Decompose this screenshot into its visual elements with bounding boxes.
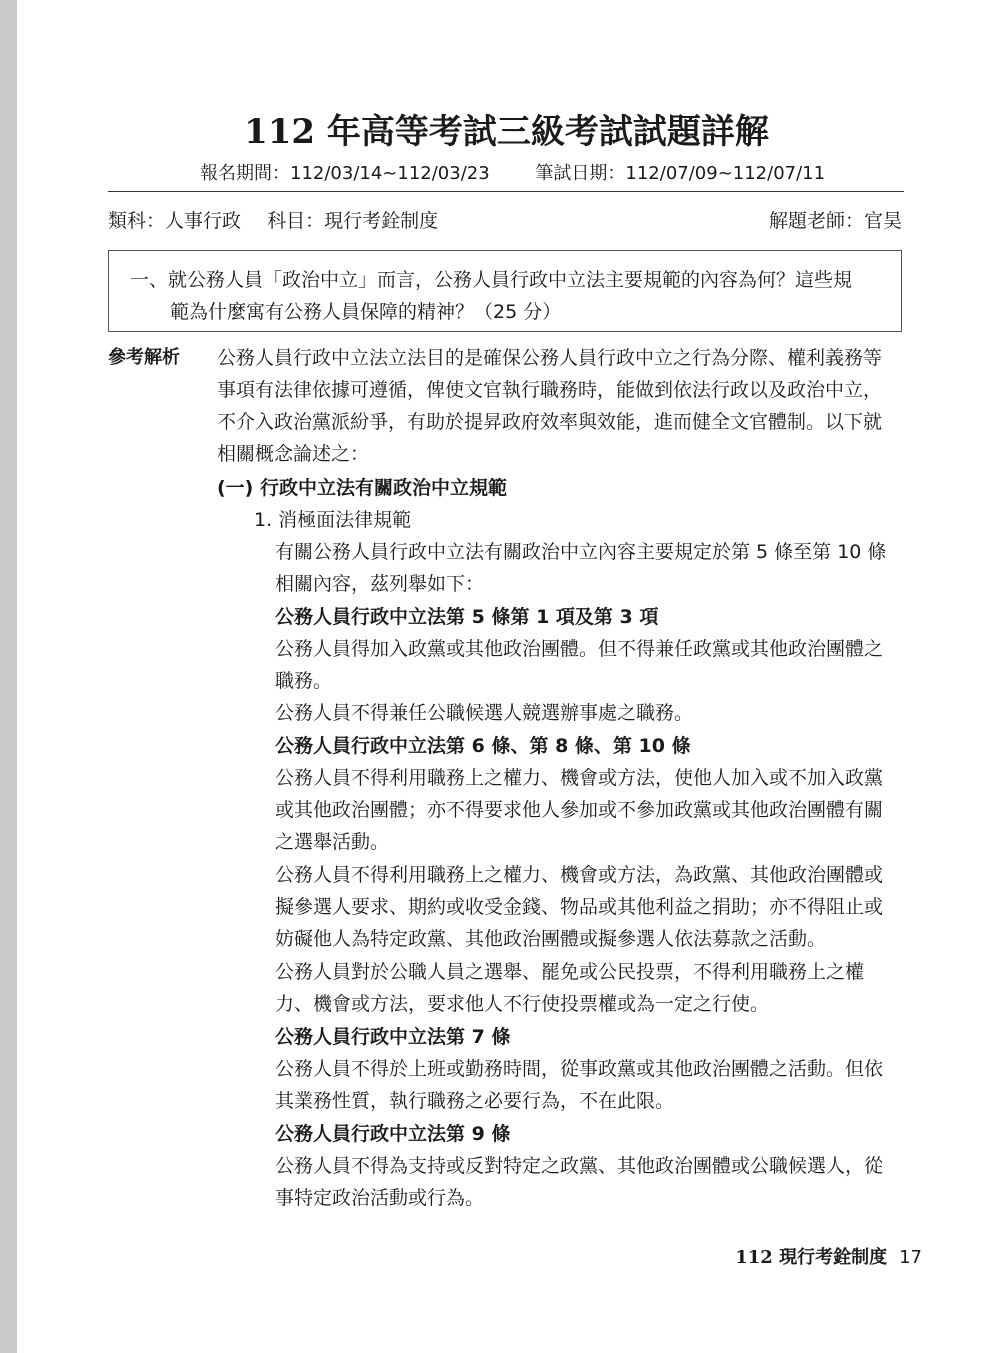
paragraph-line: 擬參選人要求、期約或收受金錢、物品或其他利益之捐助；亦不得阻止或 — [275, 896, 884, 918]
paragraph-line: 力、機會或方法，要求他人不行使投票權或為一定之行使。 — [275, 993, 770, 1015]
intro-line: 事項有法律依據可遵循，俾使文官執行職務時，能做到依法行政以及政治中立， — [217, 379, 883, 401]
paragraph-line: 相關內容，茲列舉如下： — [275, 573, 485, 595]
page-footer — [735, 1243, 922, 1273]
paragraph-line: 公務人員不得兼任公職候選人競選辦事處之職務。 — [275, 702, 694, 724]
paragraph-line: 公務人員不得利用職務上之權力、機會或方法，為政黨、其他政治團體或 — [275, 864, 884, 886]
page-edge-strip — [0, 0, 17, 1353]
section-heading: (一) 行政中立法有關政治中立規範 — [217, 477, 507, 499]
paragraph-line: 妨礙他人為特定政黨、其他政治團體或擬參選人依法募款之活動。 — [275, 928, 827, 950]
exam-meta — [108, 206, 438, 236]
intro-line: 公務人員行政中立法立法目的是確保公務人員行政中立之行為分際、權利義務等 — [217, 347, 883, 369]
intro-line: 相關概念論述之： — [217, 443, 370, 465]
answer-label: 參考解析 — [108, 347, 180, 368]
exam-dates — [200, 160, 825, 188]
paragraph-line: 之選舉活動。 — [275, 831, 390, 853]
question-line-1: 一、就公務人員「政治中立」而言，公務人員行政中立法主要規範的內容為何？這些規 — [130, 269, 853, 291]
intro-line: 不介入政治黨派紛爭，有助於提昇政府效率與效能，進而健全文官體制。以下就 — [217, 411, 883, 433]
exam-date: 筆試日期：112/07/09~112/07/11 — [535, 163, 826, 184]
page-title: 112 年高等考試三級考試試題詳解 — [244, 112, 769, 152]
paragraph-line: 有關公務人員行政中立法有關政治中立內容主要規定於第 5 條至第 10 條 — [275, 541, 887, 563]
paragraph-line: 事特定政治活動或行為。 — [275, 1187, 485, 1209]
paragraph-line: 公務人員對於公職人員之選舉、罷免或公民投票，不得利用職務上之權 — [275, 961, 865, 983]
paragraph-line: 公務人員不得於上班或勤務時間，從事政黨或其他政治團體之活動。但依 — [275, 1058, 884, 1080]
question-line-2: 範為什麼寓有公務人員保障的精神？（25 分） — [170, 301, 562, 323]
paragraph-line: 公務人員不得為支持或反對特定之政黨、其他政治團體或公職候選人，從 — [275, 1155, 884, 1177]
paragraph-line: 其業務性質，執行職務之必要行為，不在此限。 — [275, 1090, 675, 1112]
subject: 科目：現行考銓制度 — [267, 210, 439, 232]
paragraph-line: 公務人員得加入政黨或其他政治團體。但不得兼任政黨或其他政治團體之 — [275, 638, 884, 660]
article-heading: 公務人員行政中立法第 5 條第 1 項及第 3 項 — [275, 606, 659, 628]
article-heading: 公務人員行政中立法第 7 條 — [275, 1026, 511, 1048]
paragraph-line: 職務。 — [275, 670, 333, 692]
registration-period: 報名期間：112/03/14~112/03/23 — [200, 163, 490, 184]
subsection-heading: 1. 消極面法律規範 — [254, 509, 412, 531]
teacher: 解題老師：官昊 — [768, 210, 902, 232]
article-heading: 公務人員行政中立法第 9 條 — [275, 1123, 511, 1145]
page-number: 17 — [899, 1247, 922, 1268]
header-divider — [108, 191, 904, 192]
paragraph-line: 公務人員不得利用職務上之權力、機會或方法，使他人加入或不加入政黨 — [275, 767, 884, 789]
book-title: 112 現行考銓制度 — [735, 1247, 888, 1268]
category: 類科：人事行政 — [108, 210, 242, 232]
paragraph-line: 或其他政治團體；亦不得要求他人參加或不參加政黨或其他政治團體有關 — [275, 799, 884, 821]
article-heading: 公務人員行政中立法第 6 條、第 8 條、第 10 條 — [275, 735, 691, 757]
